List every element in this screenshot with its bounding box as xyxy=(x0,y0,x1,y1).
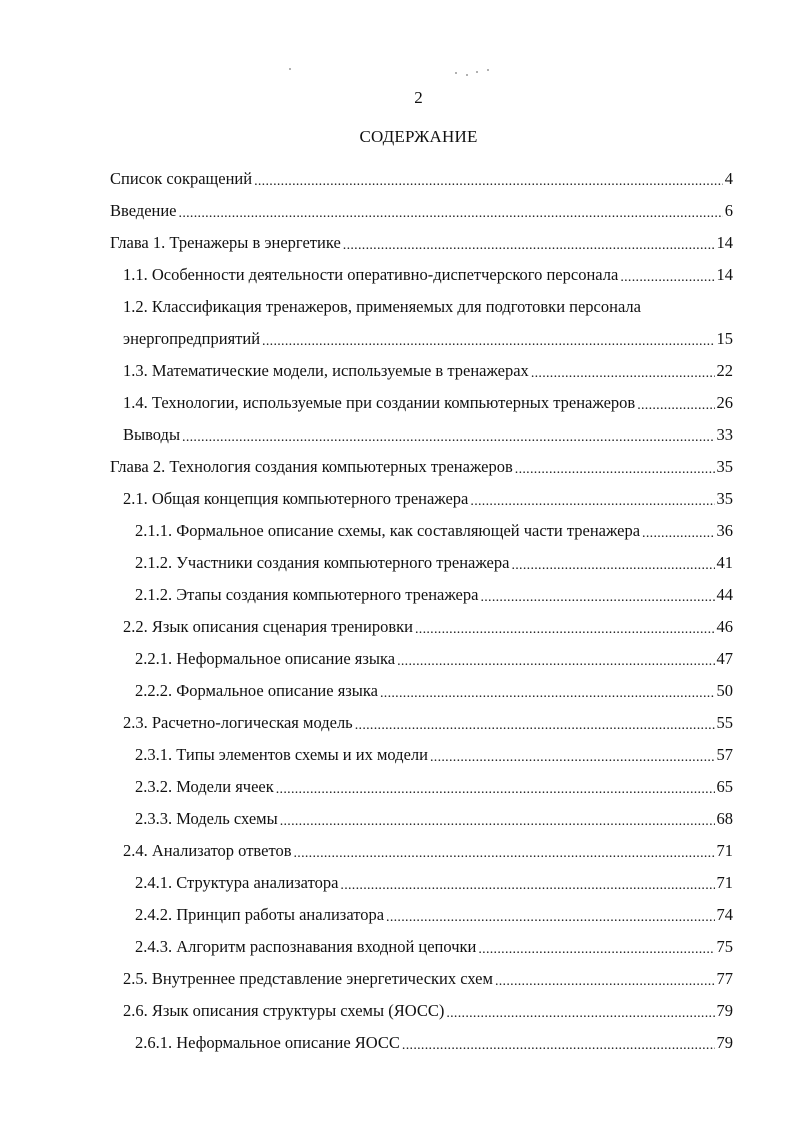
toc-entry-page: 33 xyxy=(716,425,733,444)
toc-entry-page: 41 xyxy=(716,553,733,572)
toc-entry[interactable] xyxy=(0,451,793,483)
toc-entry-page: 14 xyxy=(716,233,733,252)
toc-leader-dots xyxy=(415,611,715,643)
toc-entry[interactable] xyxy=(0,771,793,803)
toc-entry-page: 79 xyxy=(716,1001,733,1020)
toc-entry-text: 2.1.2. Участники создания компьютерного тренажера xyxy=(135,553,510,572)
toc-entry[interactable] xyxy=(0,963,793,995)
toc-entry[interactable] xyxy=(0,835,793,867)
scan-speck xyxy=(487,69,489,71)
toc-leader-dots xyxy=(179,195,723,227)
toc-entry-page: 15 xyxy=(716,329,733,348)
toc-leader-dots xyxy=(280,803,715,835)
toc-entry-text: энергопредприятий xyxy=(123,329,261,348)
toc-entry-page: 4 xyxy=(724,169,733,188)
toc-entry[interactable] xyxy=(0,995,793,1027)
toc-entry[interactable] xyxy=(0,547,793,579)
toc-entry-page: 35 xyxy=(716,457,733,476)
toc-leader-dots xyxy=(495,963,715,995)
toc-leader-dots xyxy=(430,739,715,771)
toc-entry[interactable] xyxy=(0,387,793,419)
toc-entry-text: Глава 2. Технология создания компьютерных тренажеров xyxy=(110,457,513,476)
toc-leader-dots xyxy=(397,643,714,675)
toc-entry-page: 55 xyxy=(716,713,733,732)
toc-leader-dots xyxy=(182,419,714,451)
scan-specks xyxy=(0,66,793,76)
toc-leader-dots xyxy=(293,835,714,867)
toc-leader-dots xyxy=(480,579,714,611)
toc-leader-dots xyxy=(531,355,715,387)
toc-entry-text: 1.2. Классификация тренажеров, применяемых для подготовки персонала xyxy=(123,297,641,316)
toc-entry-text: 2.3.1. Типы элементов схемы и их модели xyxy=(135,745,428,764)
toc-entry-page: 26 xyxy=(716,393,733,412)
toc-entry-text: 2.1.2. Этапы создания компьютерного тренажера xyxy=(135,585,479,604)
toc-entry-text: 2.3.2. Модели ячеек xyxy=(135,777,274,796)
toc-entry-page: 35 xyxy=(716,489,733,508)
toc-entry[interactable] xyxy=(0,291,793,323)
scan-speck xyxy=(289,68,291,70)
toc-entry-page: 71 xyxy=(716,873,733,892)
toc-leader-dots xyxy=(446,995,714,1027)
toc-entry-text: 2.2. Язык описания сценария тренировки xyxy=(123,617,413,636)
toc-entry-text: Выводы xyxy=(123,425,181,444)
toc-leader-dots xyxy=(355,707,715,739)
page-number: 2 xyxy=(414,88,423,107)
toc-entry-page: 44 xyxy=(716,585,733,604)
toc-entry-text: 1.1. Особенности деятельности оперативно-диспетчерского персонала xyxy=(123,265,619,284)
toc-leader-dots xyxy=(637,387,714,419)
toc-entry-text: Список сокращений xyxy=(110,169,253,188)
toc-entry[interactable] xyxy=(0,419,793,451)
toc-leader-dots xyxy=(642,515,714,547)
toc-leader-dots xyxy=(643,291,731,323)
toc-entry-page: 22 xyxy=(716,361,733,380)
toc-entry-text: 2.3. Расчетно-логическая модель xyxy=(123,713,353,732)
table-of-contents xyxy=(0,163,793,1059)
toc-entry[interactable] xyxy=(0,931,793,963)
toc-entry-text: 2.2.1. Неформальное описание языка xyxy=(135,649,396,668)
toc-entry[interactable] xyxy=(0,355,793,387)
toc-leader-dots xyxy=(511,547,714,579)
toc-entry-text: 2.4.3. Алгоритм распознавания входной цепочки xyxy=(135,937,477,956)
scan-speck xyxy=(476,71,478,73)
toc-leader-dots xyxy=(515,451,715,483)
toc-entry[interactable] xyxy=(0,227,793,259)
toc-entry[interactable] xyxy=(0,707,793,739)
toc-entry-page: 65 xyxy=(716,777,733,796)
toc-entry-page: 71 xyxy=(716,841,733,860)
toc-entry-text: 1.3. Математические модели, используемые в тренажерах xyxy=(123,361,529,380)
toc-entry-text: Глава 1. Тренажеры в энергетике xyxy=(110,233,341,252)
toc-leader-dots xyxy=(470,483,714,515)
toc-entry[interactable] xyxy=(0,675,793,707)
toc-entry-page: 50 xyxy=(716,681,733,700)
toc-entry[interactable] xyxy=(0,259,793,291)
toc-entry-page: 57 xyxy=(716,745,733,764)
toc-entry[interactable] xyxy=(0,163,793,195)
toc-entry[interactable] xyxy=(0,515,793,547)
toc-entry-text: 2.6.1. Неформальное описание ЯОСС xyxy=(135,1033,400,1052)
toc-entry-page: 6 xyxy=(724,201,733,220)
toc-entry-text: 2.2.2. Формальное описание языка xyxy=(135,681,378,700)
toc-entry-text: 2.1. Общая концепция компьютерного тренажера xyxy=(123,489,469,508)
toc-leader-dots xyxy=(478,931,714,963)
toc-entry[interactable] xyxy=(0,1027,793,1059)
toc-entry-page: 68 xyxy=(716,809,733,828)
toc-leader-dots xyxy=(620,259,714,291)
toc-entry[interactable] xyxy=(0,195,793,227)
toc-entry-page: 75 xyxy=(716,937,733,956)
toc-leader-dots xyxy=(276,771,715,803)
toc-leader-dots xyxy=(402,1027,715,1059)
toc-entry[interactable] xyxy=(0,579,793,611)
scan-speck xyxy=(466,74,468,76)
scan-speck xyxy=(455,72,457,74)
toc-leader-dots xyxy=(340,867,714,899)
toc-leader-dots xyxy=(343,227,715,259)
toc-leader-dots xyxy=(254,163,723,195)
toc-entry-text: 2.4. Анализатор ответов xyxy=(123,841,292,860)
toc-entry-text: 1.4. Технологии, используемые при создании компьютерных тренажеров xyxy=(123,393,636,412)
toc-entry[interactable] xyxy=(0,739,793,771)
toc-leader-dots xyxy=(386,899,714,931)
toc-entry-page: 46 xyxy=(716,617,733,636)
toc-entry-page: 14 xyxy=(716,265,733,284)
page-title: СОДЕРЖАНИЕ xyxy=(359,127,478,146)
toc-entry[interactable] xyxy=(0,803,793,835)
toc-leader-dots xyxy=(262,323,714,355)
toc-entry[interactable] xyxy=(0,643,793,675)
toc-entry-text: 2.4.2. Принцип работы анализатора xyxy=(135,905,385,924)
toc-entry[interactable] xyxy=(0,899,793,931)
toc-entry[interactable] xyxy=(0,611,793,643)
toc-entry-text: 2.4.1. Структура анализатора xyxy=(135,873,339,892)
toc-entry-text: 2.5. Внутреннее представление энергетических схем xyxy=(123,969,493,988)
toc-entry[interactable] xyxy=(0,323,793,355)
toc-entry-page: 77 xyxy=(716,969,733,988)
toc-entry-page: 36 xyxy=(716,521,733,540)
toc-entry-text: 2.1.1. Формальное описание схемы, как составляющей части тренажера xyxy=(135,521,641,540)
toc-entry-text: 2.6. Язык описания структуры схемы (ЯОСС) xyxy=(123,1001,445,1020)
toc-entry-page: 74 xyxy=(716,905,733,924)
toc-leader-dots xyxy=(380,675,715,707)
toc-entry-text: 2.3.3. Модель схемы xyxy=(135,809,278,828)
toc-entry-text: Введение xyxy=(110,201,177,220)
toc-entry[interactable] xyxy=(0,867,793,899)
toc-entry-page: 47 xyxy=(716,649,733,668)
toc-entry[interactable] xyxy=(0,483,793,515)
toc-entry-page: 79 xyxy=(716,1033,733,1052)
